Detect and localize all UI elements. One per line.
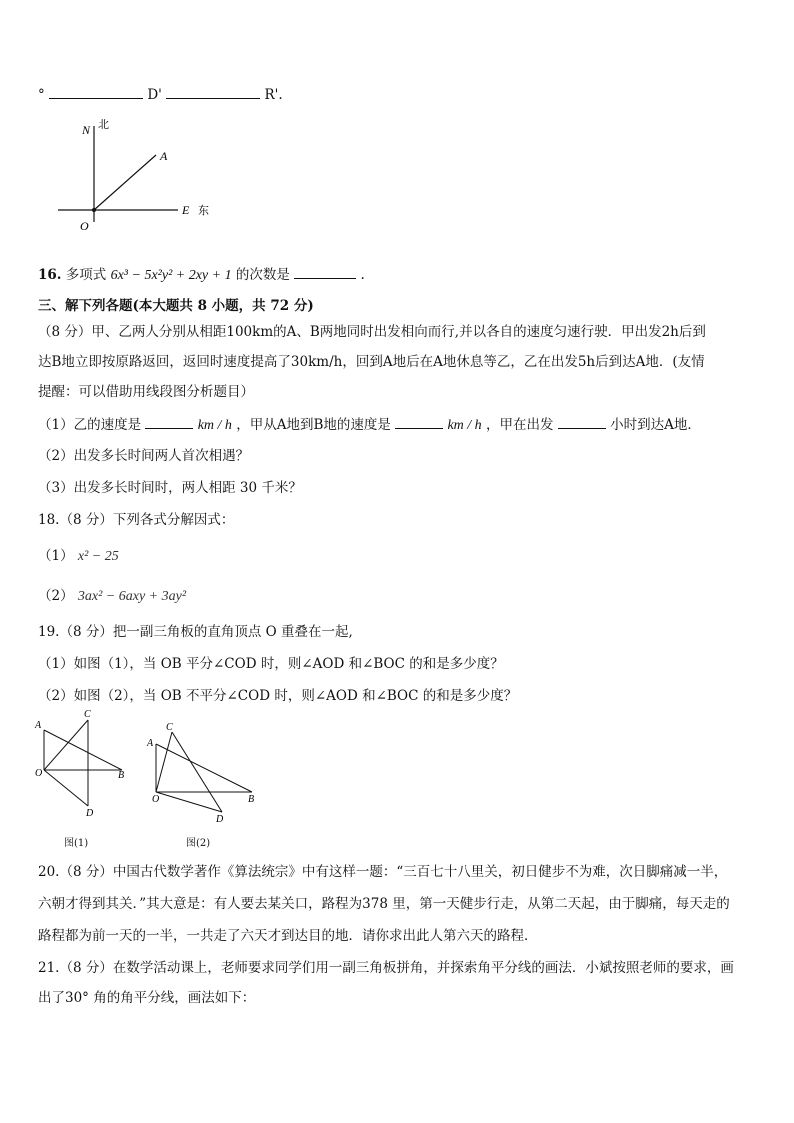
- q18-sub-2: [38, 586, 186, 607]
- fig2-label-c: C: [166, 722, 173, 733]
- fig1-line-oc: [44, 720, 88, 770]
- q17-line-2: 达B地立即按原路返回，返回时速度提高了30km/h，回到A地后在A地休息等乙，乙在出发5h后到达A地．(友情: [38, 354, 705, 370]
- q17-blank-2: [395, 414, 443, 429]
- q17-sub1-text-c: ，甲在出发: [485, 417, 554, 433]
- q17-sub1-text-b: ，甲从A地到B地的速度是: [236, 417, 391, 433]
- q17-sub1-text-d: 小时到达A地．: [610, 417, 701, 433]
- q18-sub2-expression: 3ax² − 6axy + 3ay²: [77, 589, 187, 604]
- fig1-label-a: A: [35, 720, 42, 731]
- compass-figure: [50, 112, 230, 242]
- section-3-title: 三、解下列各题(本大题共 8 小题，共 72 分): [38, 298, 314, 314]
- q18-sub1-label: （1）: [38, 548, 74, 564]
- q17-blank-3: [558, 414, 606, 429]
- top-answer-line: [38, 84, 283, 105]
- q16-text-after: 的次数是: [235, 267, 290, 283]
- fig1-label-b: B: [118, 770, 125, 781]
- q17-unit-2: km / h: [447, 418, 482, 433]
- q17-sub-3: （3）出发多长时间时，两人相距 30 千米？: [38, 480, 302, 496]
- q17-line-1: （8 分）甲、乙两人分别从相距100km的A、B两地同时出发相向而行,并以各自的速度匀速行驶．甲出发2h后到: [38, 324, 706, 340]
- east-char: 东: [198, 205, 209, 217]
- q17-blank-1: [145, 414, 193, 429]
- answer-blank-2: [166, 84, 260, 99]
- north-char: 北: [98, 119, 109, 131]
- north-letter: N: [82, 123, 91, 137]
- fig1-label-d: D: [86, 808, 94, 818]
- q19-head: 19.（8 分）把一副三角板的直角顶点 O 重叠在一起,: [38, 624, 353, 640]
- question-16: [38, 264, 365, 286]
- origin-label: O: [80, 219, 89, 233]
- fig2-line-oc: [156, 732, 172, 792]
- q17-unit-1: km / h: [197, 418, 232, 433]
- q21-line-2: 出了30° 角的角平分线，画法如下：: [38, 990, 256, 1006]
- q16-expression: 6x³ − 5x²y² + 2xy + 1: [110, 268, 232, 283]
- origin-dot: [92, 208, 96, 212]
- fig2-label-b: B: [248, 794, 255, 805]
- degree-symbol: °: [38, 87, 45, 103]
- q16-end: .: [360, 267, 365, 283]
- fig1-line-ab: [44, 730, 122, 770]
- d-prime-label: D': [147, 87, 162, 103]
- fig1-label-c: C: [84, 709, 91, 720]
- fig2-line-ab: [156, 744, 252, 792]
- q17-sub1-text-a: （1）乙的速度是: [38, 417, 142, 433]
- fig1-line-od: [44, 770, 88, 806]
- answer-blank-1: [49, 84, 143, 99]
- q20-line-1: 20.（8 分）中国古代数学著作《算法统宗》中有这样一题：“三百七十八里关，初日健步不为难，次日脚痛减一半，: [38, 864, 728, 880]
- triangle-figure-1: [34, 706, 144, 818]
- east-letter: E: [182, 203, 190, 217]
- q19-sub-1: （1）如图（1），当 OB 平分∠COD 时，则∠AOD 和∠BOC 的和是多少度？: [38, 656, 504, 672]
- q18-sub1-expression: x² − 25: [77, 549, 119, 564]
- fig2-line-cd: [172, 732, 222, 812]
- q17-sub-2: （2）出发多长时间两人首次相遇？: [38, 448, 250, 464]
- triangle-figure-2: [144, 716, 264, 826]
- q16-text-before: 多项式: [65, 267, 107, 283]
- fig2-line-od: [156, 792, 222, 812]
- q18-sub-1: [38, 546, 119, 567]
- point-a-label: A: [160, 149, 168, 163]
- ray-oa: [94, 155, 156, 210]
- r-prime-label: R'.: [264, 87, 283, 103]
- q18-head: 18.（8 分）下列各式分解因式：: [38, 512, 235, 528]
- fig2-caption: 图(2): [186, 838, 211, 849]
- q17-line-3: 提醒：可以借助用线段图分析题目）: [38, 384, 254, 400]
- fig2-label-o: O: [152, 794, 160, 805]
- q20-line-3: 路程都为前一天的一半，一共走了六天才到达目的地．请你求出此人第六天的路程．: [38, 928, 538, 944]
- fig2-label-d: D: [216, 814, 224, 825]
- q17-sub-1: [38, 414, 701, 436]
- q20-line-2: 六朝才得到其关．”其大意是：有人要去某关口，路程为378 里，第一天健步行走，从第二天起，由于脚痛，每天走的: [38, 896, 730, 912]
- q19-sub-2: （2）如图（2），当 OB 不平分∠COD 时，则∠AOD 和∠BOC 的和是多少度？: [38, 688, 518, 704]
- q16-number: 16.: [38, 267, 62, 283]
- fig1-caption: 图(1): [64, 838, 89, 849]
- q16-answer-blank: [294, 264, 356, 279]
- fig2-label-a: A: [147, 738, 154, 749]
- q18-sub2-label: （2）: [38, 588, 74, 604]
- fig1-label-o: O: [35, 768, 43, 779]
- q21-line-1: 21.（8 分）在数学活动课上，老师要求同学们用一副三角板拼角，并探索角平分线的画法．小斌按照老师的要求，画: [38, 960, 734, 976]
